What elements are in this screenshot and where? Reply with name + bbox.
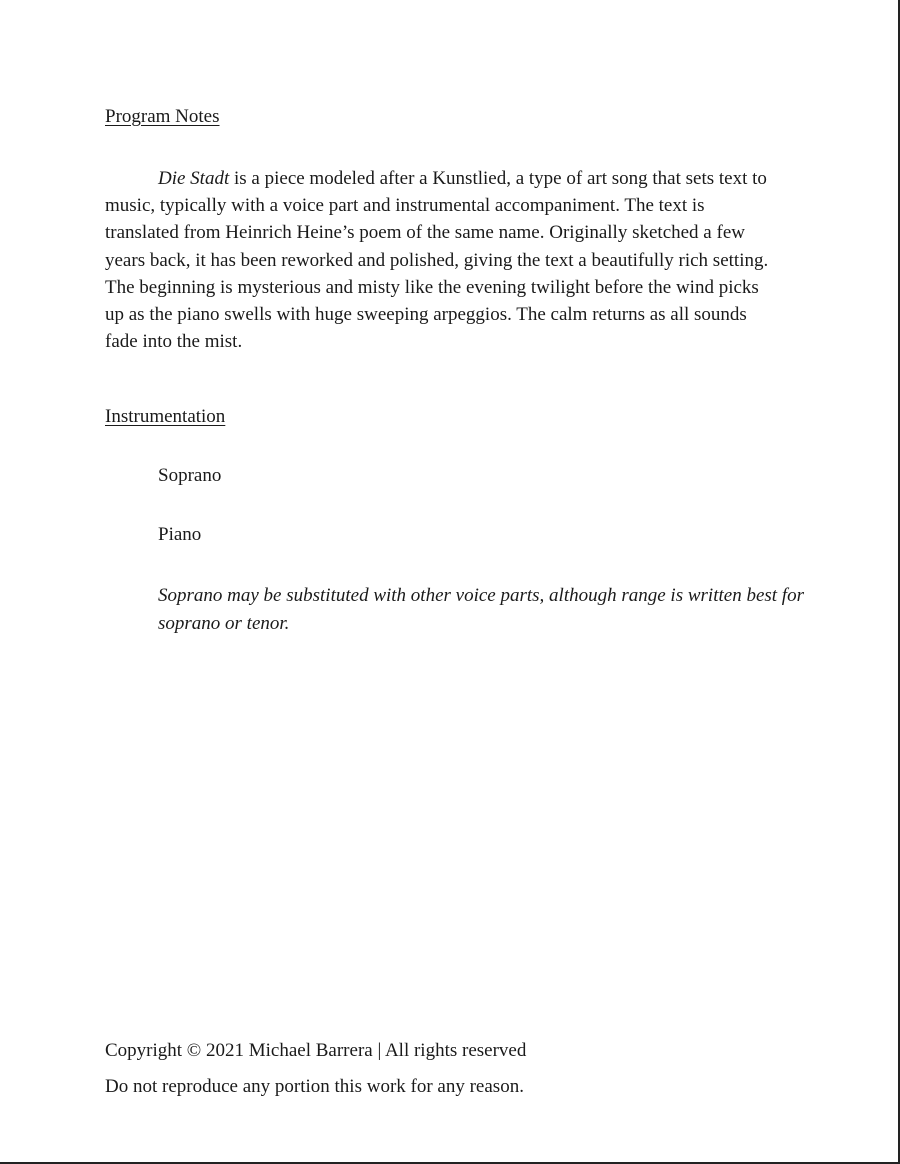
instrumentation-note: Soprano may be substituted with other voice parts, although range is written best for soprano or tenor. — [158, 585, 804, 634]
reproduction-notice: Do not reproduce any portion this work for any reason. — [105, 1076, 524, 1097]
program-notes-heading: Program Notes — [105, 106, 220, 127]
instrumentation-heading: Instrumentation — [105, 406, 226, 427]
instrument-item-soprano: Soprano — [158, 465, 222, 486]
piece-title: Die Stadt — [158, 168, 230, 189]
instrument-item-piano: Piano — [158, 524, 202, 545]
copyright-line: Copyright © 2021 Michael Barrera | All rights reserved — [105, 1040, 527, 1061]
program-notes-body: is a piece modeled after a Kunstlied, a type of art song that sets text to music, typically with a voice part and instrumental accompaniment. The text is translated from Heinrich Heine’s poem of the same name. Originally sketched a few years back, it has been reworked and polished, giving the text a beautifully rich setting. The beginning is mysterious and misty like the evening twilight before the wind picks up as the piano swells with huge sweeping arpeggios. The calm returns as all sounds fade into the mist. — [105, 168, 769, 353]
program-notes-paragraph — [105, 165, 775, 355]
